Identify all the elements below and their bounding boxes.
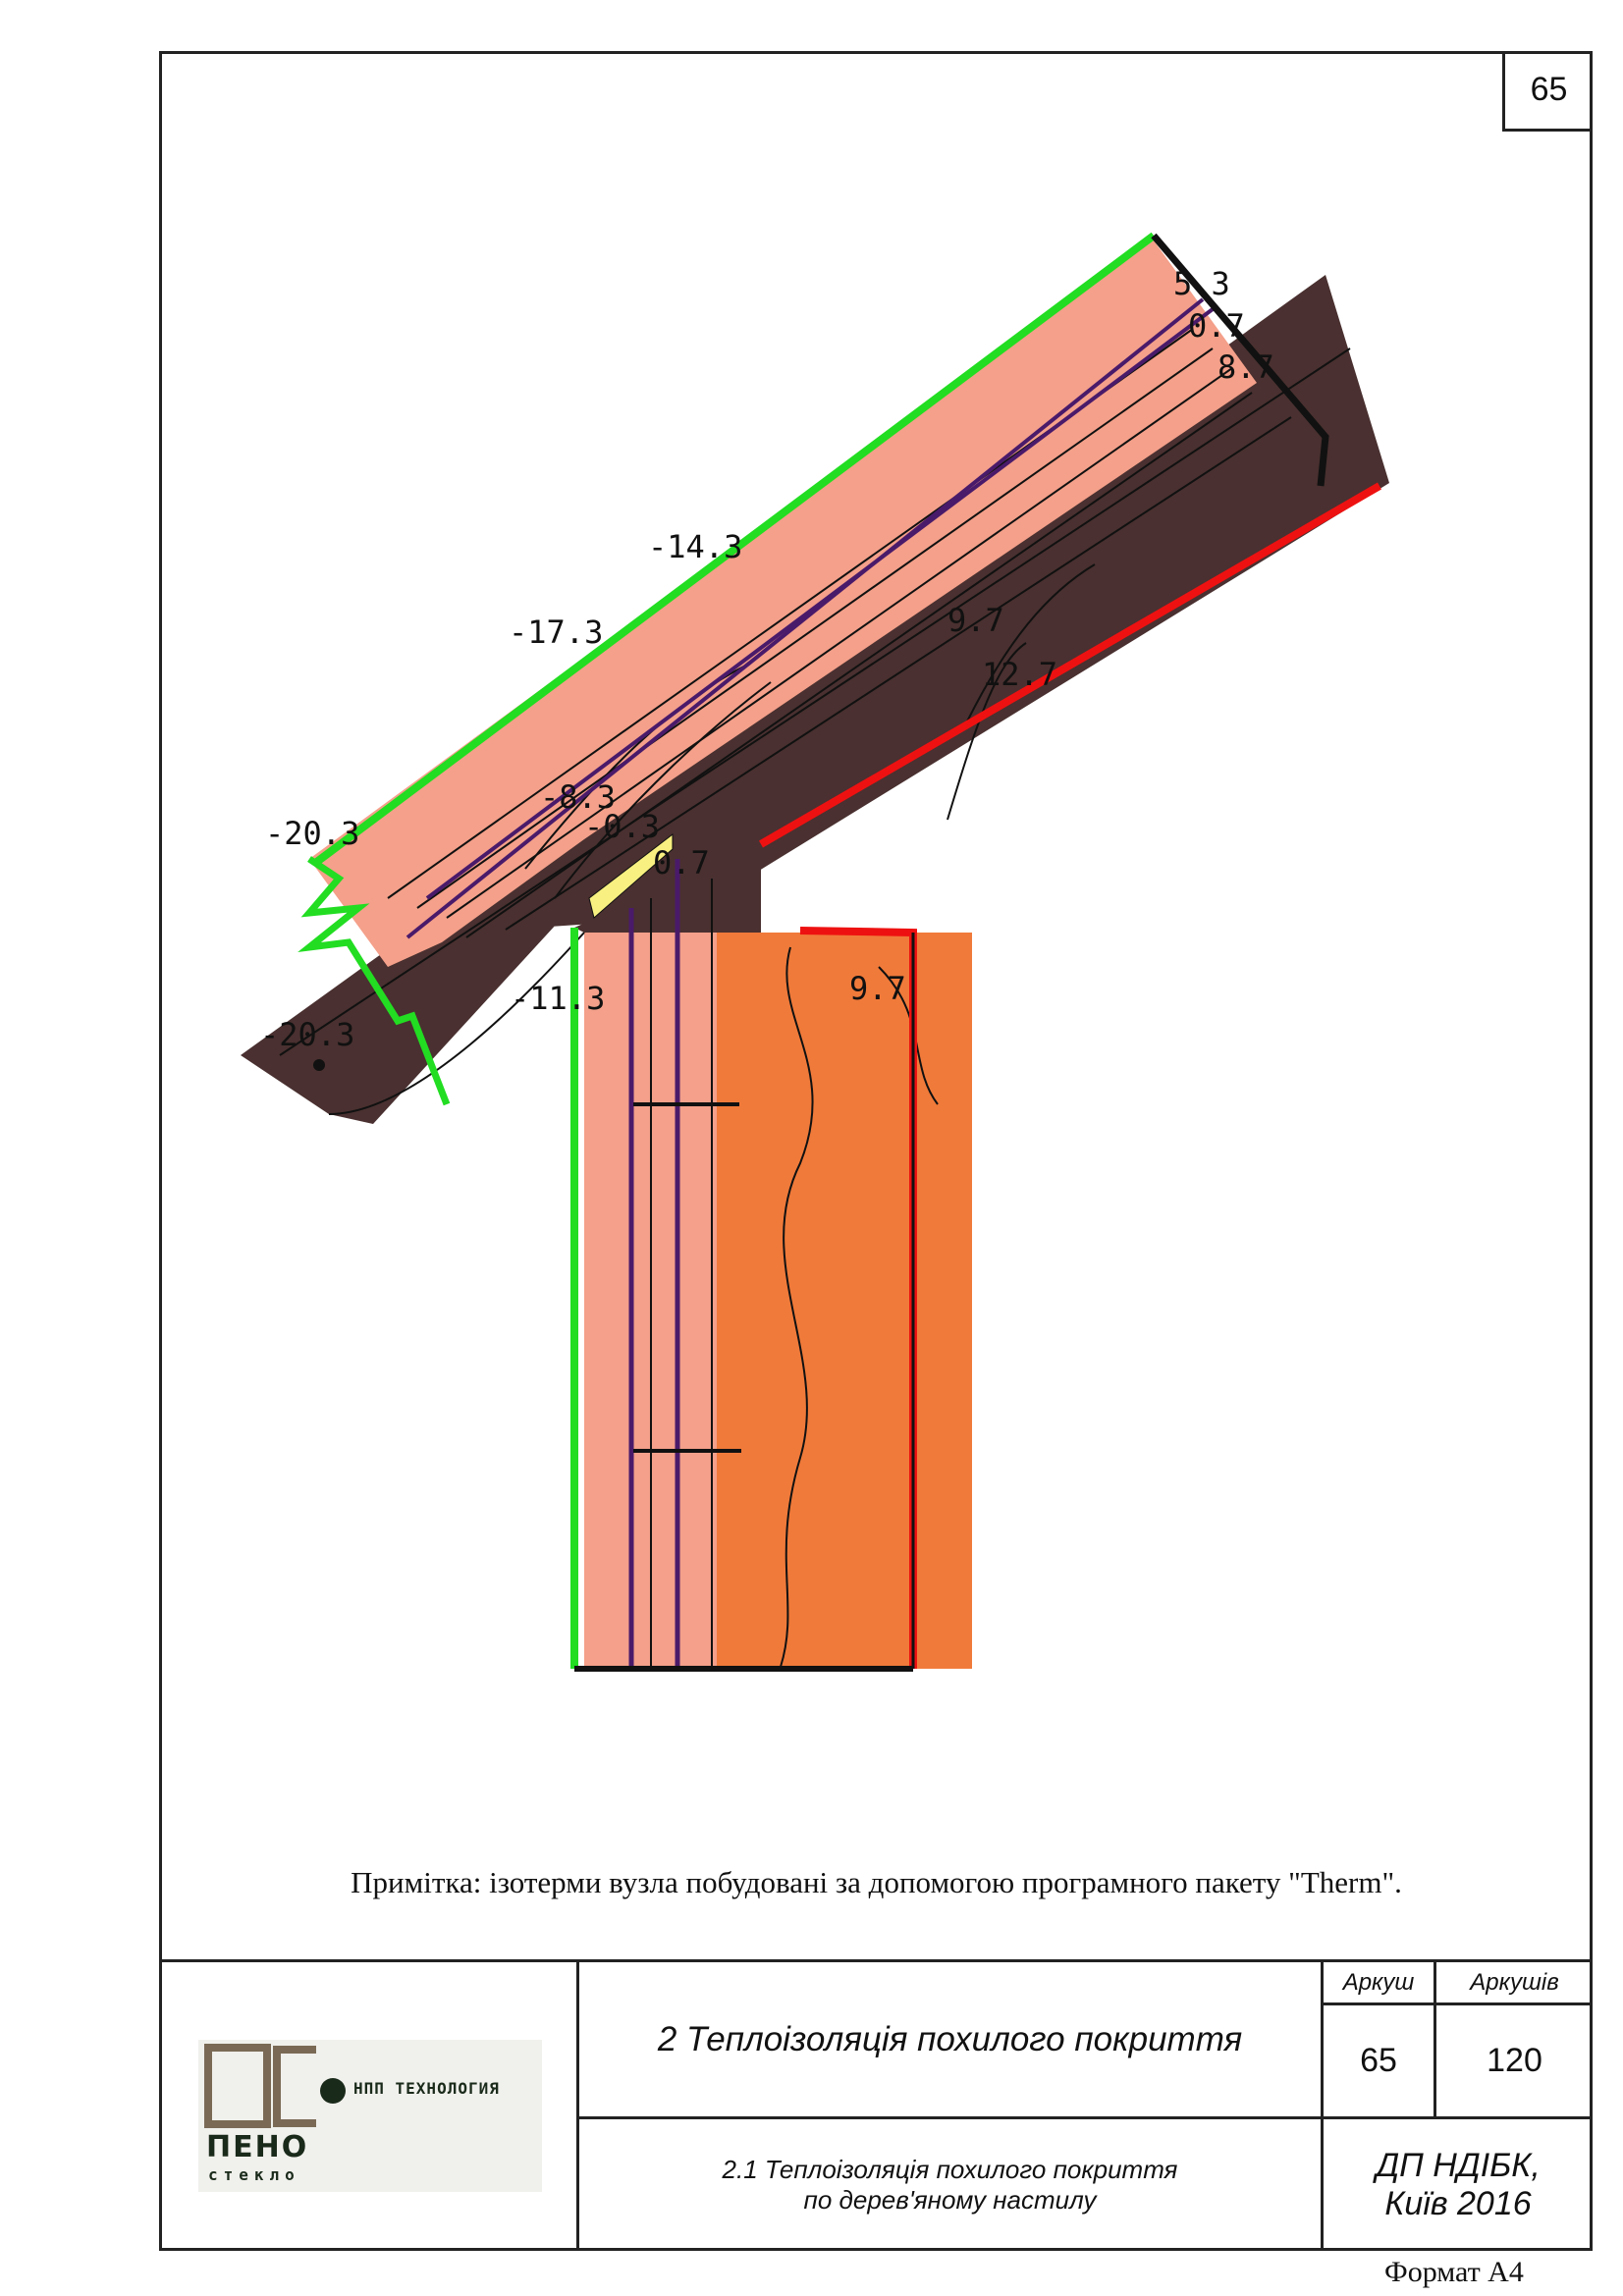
sheet-label: Аркуш	[1342, 1968, 1415, 1996]
org-line2: Київ 2016	[1384, 2185, 1532, 2222]
isotherm-label: -0.3	[584, 808, 661, 845]
logo-sub: стекло	[208, 2165, 300, 2184]
subsection-line1: 2.1 Теплоізоляція похилого покриття	[722, 2155, 1178, 2184]
wall-insulation	[717, 933, 972, 1669]
isotherm-label: -17.3	[509, 614, 604, 651]
company-logo	[198, 2040, 542, 2192]
logo-mark-s	[277, 2050, 316, 2123]
note-text: Примітка: ізотерми вузла побудовані за допомогою програмного пакету "Therm".	[351, 1865, 1402, 1899]
subsection-title	[579, 2119, 1321, 2251]
logo-mark-text	[198, 2040, 199, 2041]
isotherm-drawing	[162, 133, 1591, 1899]
isotherm-label: -11.3	[511, 980, 606, 1017]
logo-dot	[320, 2078, 346, 2104]
isotherm-label: -20.3	[260, 1016, 355, 1053]
isotherm-label: 9.7	[849, 970, 906, 1007]
logo-company: НПП ТЕХНОЛОГИЯ	[353, 2079, 500, 2098]
marker-dot	[313, 1059, 325, 1071]
org-line1: ДП НДІБК,	[1376, 2147, 1541, 2184]
organization	[1324, 2119, 1593, 2251]
isotherm-label: 12.7	[982, 656, 1058, 693]
format-label: Формат А4	[1384, 2256, 1524, 2288]
isotherm-label: -14.3	[648, 528, 743, 565]
sheet-value: 65	[1360, 2042, 1397, 2079]
sheets-value: 120	[1487, 2042, 1542, 2079]
section-title: 2 Теплоізоляція похилого покриття	[657, 2019, 1243, 2058]
sheets-label: Аркушів	[1470, 1968, 1559, 1996]
isotherm-label: 5.3	[1173, 265, 1230, 302]
logo-brand: ПЕНО	[206, 2130, 309, 2164]
subsection-line2: по дерев'яному настилу	[803, 2185, 1097, 2215]
logo-mark-p	[208, 2048, 267, 2124]
isotherm-label: -20.3	[265, 815, 360, 852]
isotherm-label: 0.7	[653, 844, 710, 881]
page-number: 65	[1502, 51, 1593, 132]
isotherm-label: 9.7	[947, 602, 1004, 639]
isotherm-label: 8.7	[1217, 348, 1274, 386]
isotherm-label: 0.7	[1188, 307, 1245, 345]
title-block	[159, 1959, 1593, 2251]
isotherm-label: -8.3	[540, 778, 617, 816]
